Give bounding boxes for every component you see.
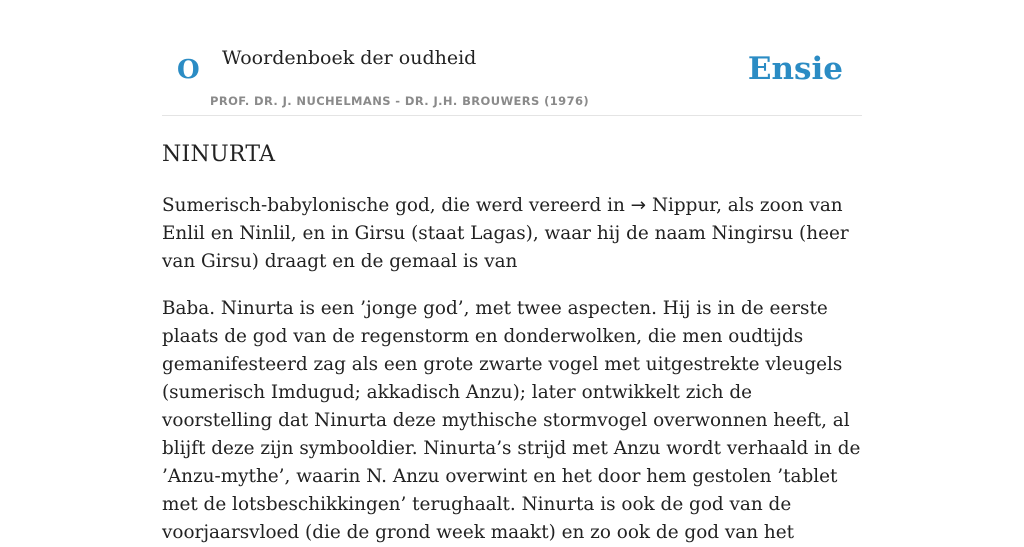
letter-badge[interactable]: O [177, 55, 200, 85]
book-title-link[interactable]: Woordenboek der oudheid [222, 47, 477, 69]
entry-title: NINURTA [162, 142, 276, 167]
link-arrow-icon: → [630, 195, 647, 216]
nippur-link[interactable] [631, 195, 716, 216]
nippur-link-text[interactable]: Nippur [646, 195, 717, 216]
book-header [162, 0, 862, 116]
book-authors: PROF. DR. J. NUCHELMANS - DR. J.H. BROUWERS (1976) [210, 94, 590, 108]
paragraph-1-intro: Sumerisch-babylonische god, die werd vereerd in [162, 195, 631, 216]
page-container [162, 0, 862, 547]
ensie-logo[interactable]: Ensie [747, 51, 843, 87]
entry-paragraph-2: Baba. Ninurta is een ’jonge god’, met twee aspecten. Hij is in de eerste plaats de god van de regenstorm en donderwolken, die men oudtijds gemanifesteerd zag als een grote zwarte vogel met uitgestrekte vleugels (sumerisch Imdugud; akkadisch Anzu); later ontwikkelt zich de voorstelling dat Ninurta deze mythische stormvogel overwonnen heeft, al blijft deze zijn symbooldier. Ninurta’s strijd met Anzu wordt verhaald in de ’Anzu-mythe’, waarin N. Anzu overwint en het door hem gestolen ’tablet met de lotsbeschikkingen’ terughaalt. Ninurta is ook de god van de voorjaarsvloed (die de grond week maakt) en zo ook de god van het [162, 298, 861, 543]
paragraph-1-rest: , als zoon van Enlil en Ninlil, en in Girsu (staat Lagas), waar hij de naam Ningirsu (heer van Girsu) draagt en de gemaal is van [162, 195, 849, 272]
entry-paragraph-1 [162, 192, 862, 276]
